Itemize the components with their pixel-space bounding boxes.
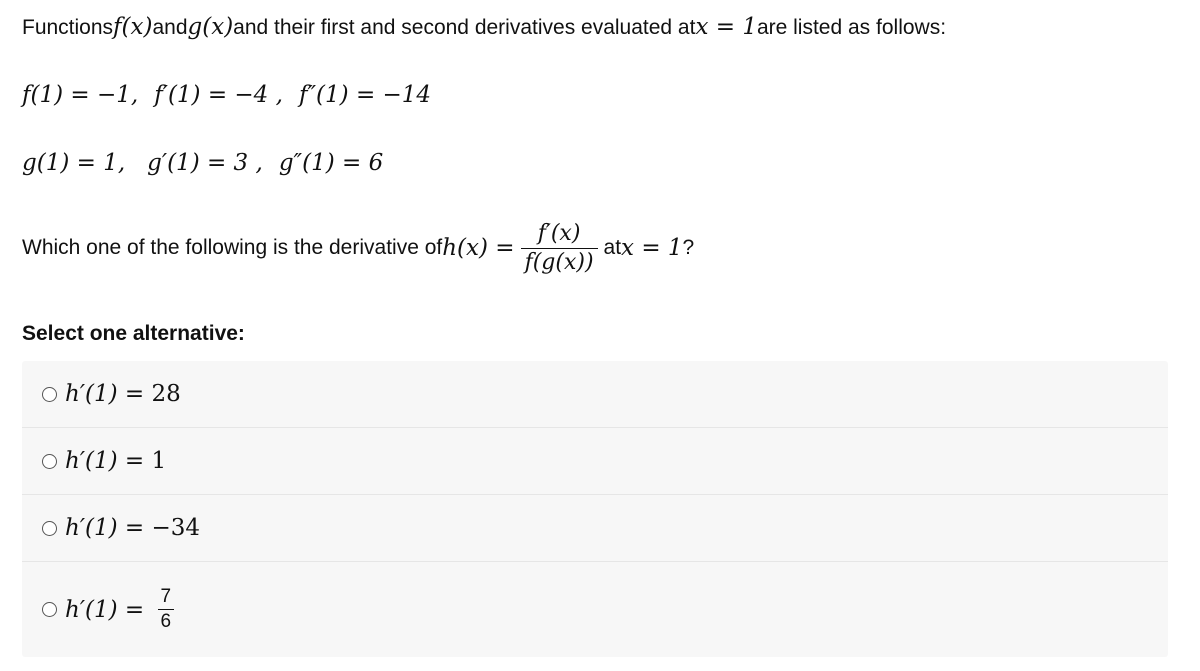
option-lhs: h′(1) =	[65, 381, 152, 407]
f-values	[22, 82, 431, 108]
intro-g-of-x: g(x)	[187, 14, 234, 40]
answer-options	[22, 361, 1168, 657]
question-at: at	[603, 236, 622, 259]
intro-suffix: are listed as follows:	[756, 16, 947, 39]
g-prime-at-1: g′(1) = 3 ,	[147, 150, 263, 176]
question-fraction	[521, 220, 598, 277]
option-lhs: h′(1) =	[65, 515, 152, 541]
f-at-1: f(1) = −1,	[22, 82, 139, 108]
f-prime-at-1: f′(1) = −4 ,	[154, 82, 283, 108]
fraction-numerator: f′(x)	[537, 220, 581, 246]
intro-x-eq: x = 1	[695, 14, 757, 40]
radio-button-icon[interactable]	[42, 602, 57, 617]
option-7-over-6[interactable]	[22, 562, 1168, 657]
g-at-1: g(1) = 1,	[22, 150, 126, 176]
radio-button-icon[interactable]	[42, 521, 57, 536]
problem-intro	[22, 14, 946, 40]
option-lhs: h′(1) =	[65, 596, 152, 623]
option-minus-34[interactable]	[22, 495, 1168, 562]
g-values	[22, 150, 383, 176]
question-text	[22, 212, 694, 284]
intro-prefix: Functions	[22, 16, 114, 39]
option-value: 28	[151, 381, 181, 407]
question-x-eq: x = 1	[621, 235, 683, 261]
question-prefix: Which one of the following is the derivative of	[22, 236, 443, 259]
option-fraction-numerator: 7	[160, 586, 172, 607]
fraction-denominator: f(g(x))	[524, 249, 594, 275]
radio-button-icon[interactable]	[42, 387, 57, 402]
intro-and: and	[152, 16, 188, 39]
option-1[interactable]	[22, 428, 1168, 495]
question-h-eq: h(x) =	[442, 235, 515, 261]
f-double-prime-at-1: f″(1) = −14	[298, 82, 432, 108]
radio-button-icon[interactable]	[42, 454, 57, 469]
option-value: 1	[151, 448, 167, 474]
question-suffix: ?	[682, 236, 695, 259]
intro-middle: and their first and second derivatives evaluated at	[233, 16, 696, 39]
g-double-prime-at-1: g″(1) = 6	[278, 150, 384, 176]
option-28[interactable]	[22, 361, 1168, 428]
intro-f-of-x: f(x)	[113, 14, 153, 40]
option-fraction	[158, 585, 175, 634]
option-fraction-denominator: 6	[160, 611, 172, 632]
select-one-label: Select one alternative:	[22, 322, 245, 345]
option-lhs: h′(1) =	[65, 448, 152, 474]
option-value: −34	[151, 515, 201, 541]
